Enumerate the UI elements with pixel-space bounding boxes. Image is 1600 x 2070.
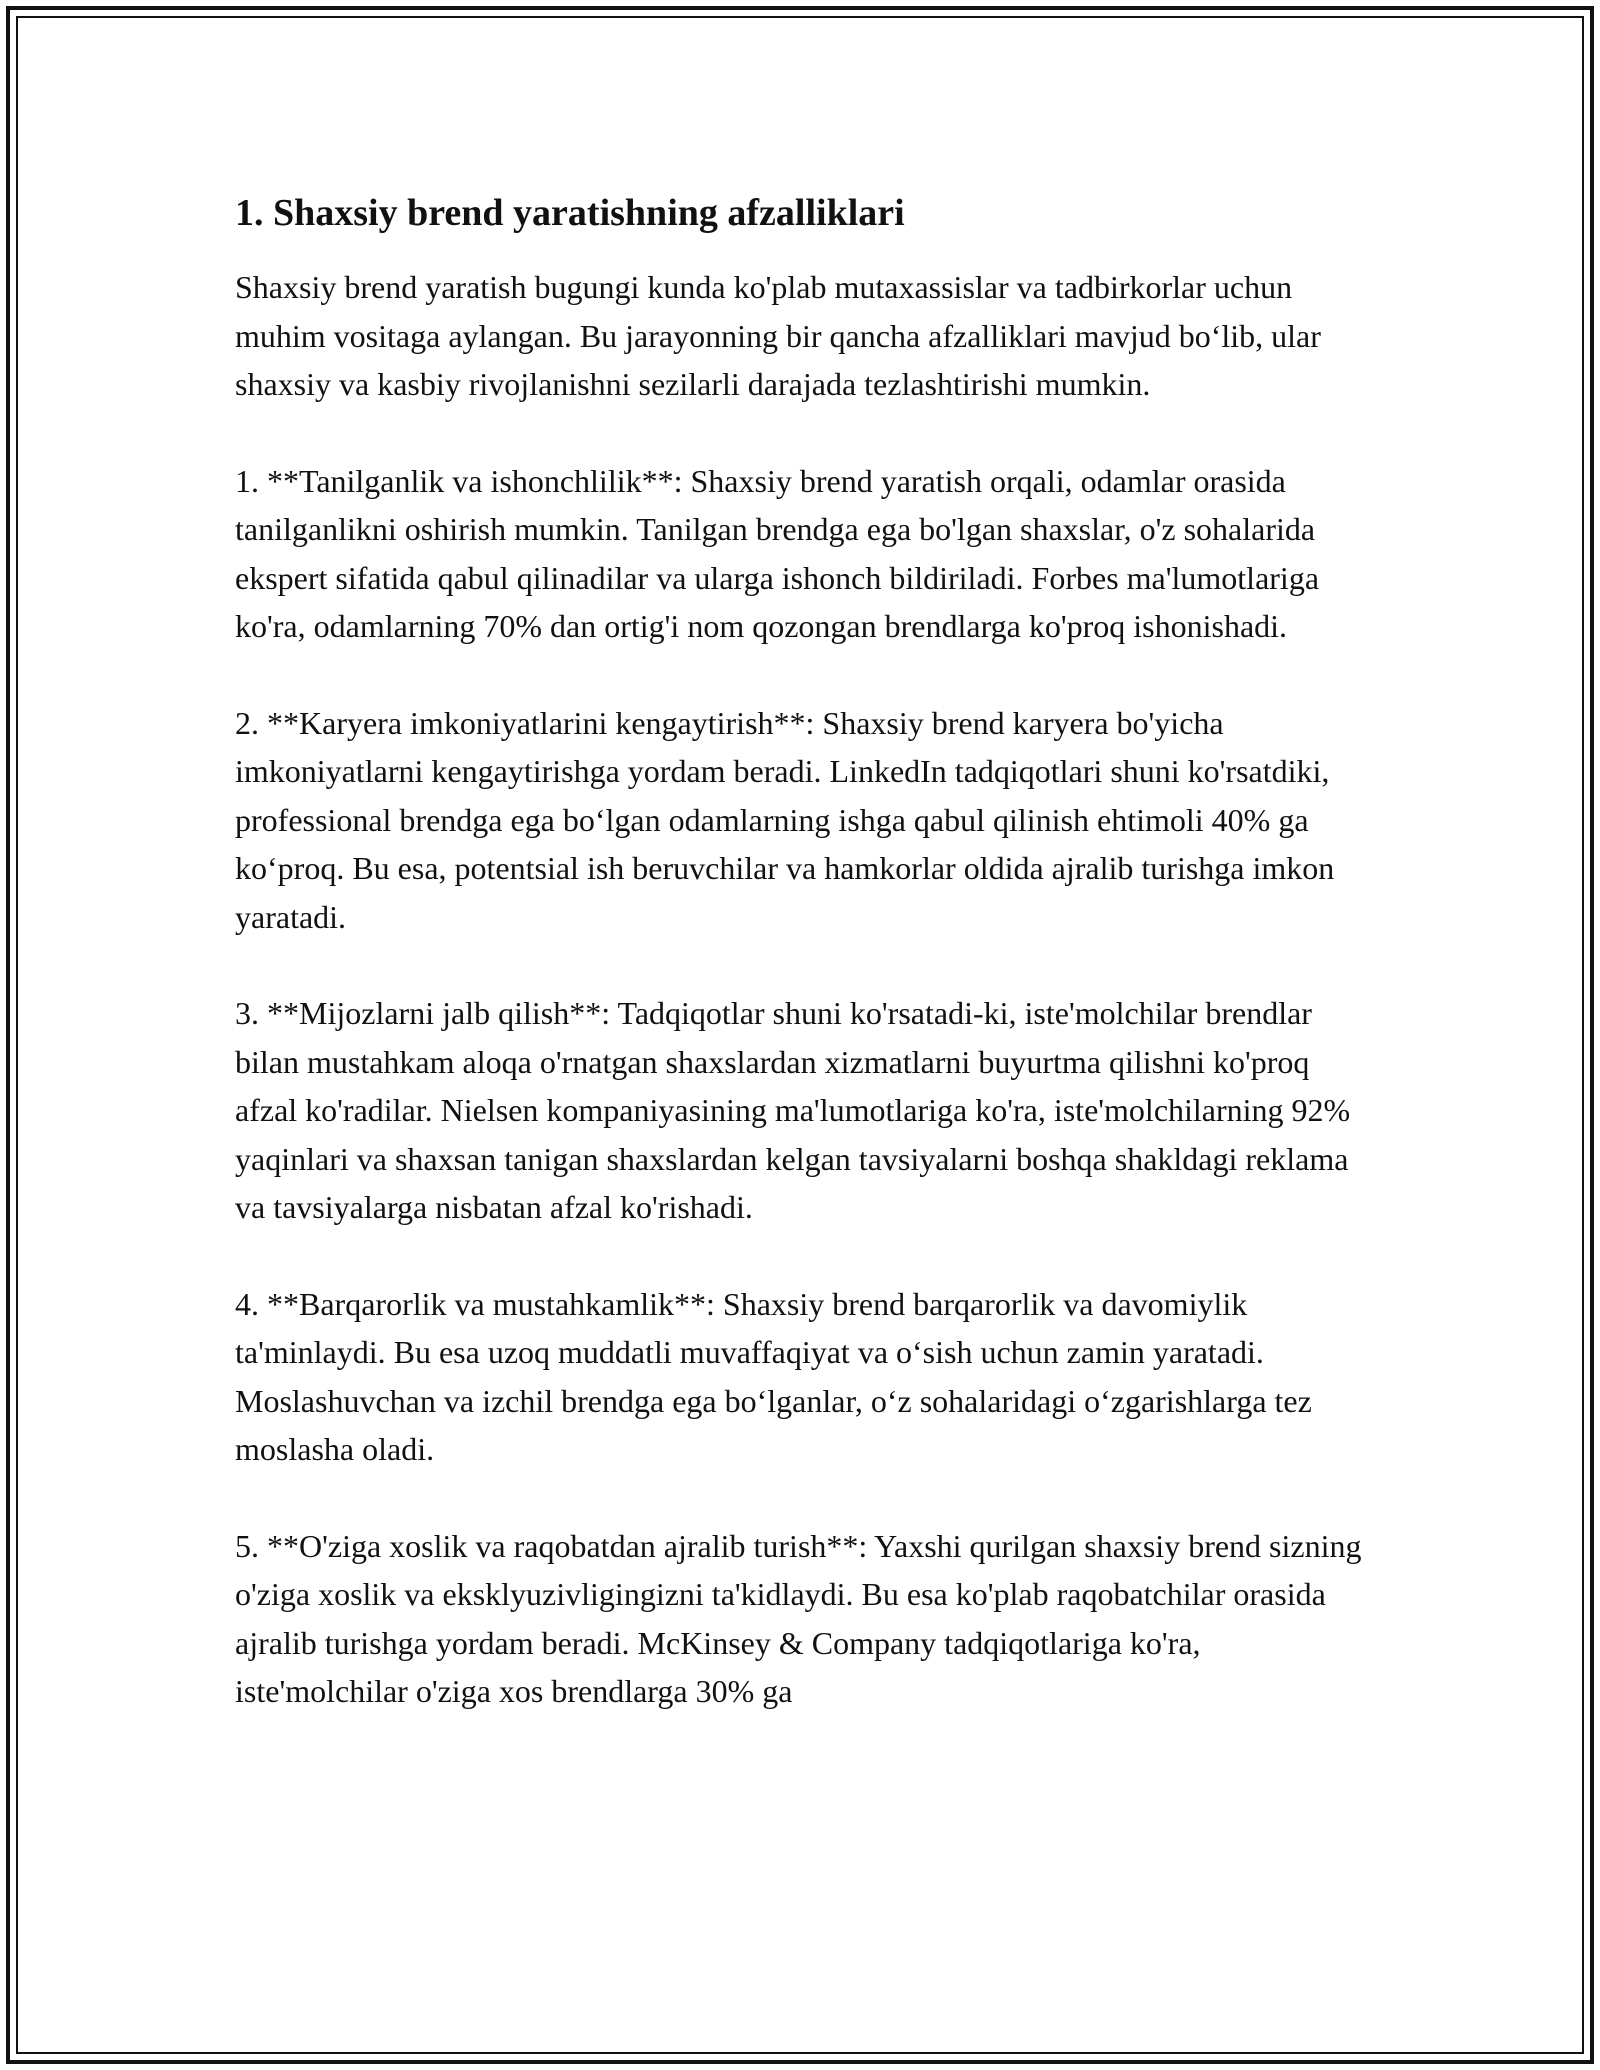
list-item-paragraph: 3. **Mijozlarni jalb qilish**: Tadqiqotlar shuni ko'rsatadi-ki, iste'molchilar brendlar bilan mustahkam aloqa o'rnatgan shaxslardan xizmatlarni buyurtma qilishni ko'proq afzal ko'radilar. Nielsen kompaniyasining ma'lumotlariga ko'ra, iste'molchilarning 92% yaqinlari va shaxsan tanigan shaxslardan kelgan tavsiyalarni boshqa shakldagi reklama va tavsiyalarga nisbatan afzal ko'rishadi. (235, 995, 1351, 1225)
list-item-paragraph: 2. **Karyera imkoniyatlarini kengaytirish**: Shaxsiy brend karyera bo'yicha imkoniyatlarni kengaytirishga yordam beradi. LinkedIn tadqiqotlari shuni ko'rsatdiki, professional brendga ega bo‘lgan odamlarning ishga qabul qilinish ehtimoli 40% ga ko‘proq. Bu esa, potentsial ish beruvchilar va hamkorlar oldida ajralib turishga imkon yaratadi. (235, 704, 1335, 935)
intro-paragraph: Shaxsiy brend yaratish bugungi kunda ko'plab mutaxassislar va tadbirkorlar uchun muhim vositaga aylangan. Bu jarayonning bir qancha afzalliklari mavjud bo‘lib, ular shaxsiy va kasbiy rivojlanishni sezilarli darajada tezlashtirishi mumkin. (235, 269, 1321, 402)
document-body (235, 188, 1370, 1764)
list-item-paragraph: 1. **Tanilganlik va ishonchlilik**: Shaxsiy brend yaratish orqali, odamlar orasida tanilganlikni oshirish mumkin. Tanilgan brendga ega bo'lgan shaxslar, o'z sohalarida ekspert sifatida qabul qilinadilar va ularga ishonch bildiriladi. Forbes ma'lumotlariga ko'ra, odamlarning 70% dan ortig'i nom qozongan brendlarga ko'proq ishonishadi. (235, 462, 1320, 644)
list-item-paragraph: 4. **Barqarorlik va mustahkamlik**: Shaxsiy brend barqarorlik va davomiylik ta'minlaydi. Bu esa uzoq muddatli muvaffaqiyat va o‘sish uchun zamin yaratadi. Moslashuvchan va izchil brendga ega bo‘lganlar, o‘z sohalaridagi o‘zgarishlarga tez moslasha oladi. (235, 1285, 1312, 1467)
list-item-paragraph: 5. **O'ziga xoslik va raqobatdan ajralib turish**: Yaxshi qurilgan shaxsiy brend sizning o'ziga xoslik va eksklyuzivligingizni ta'kidlaydi. Bu esa ko'plab raqobatchilar orasida ajralib turishga yordam beradi. McKinsey & Company tadqiqotlariga ko'ra, iste'molchilar o'ziga xos brendlarga 30% ga (235, 1527, 1362, 1709)
section-heading: 1. Shaxsiy brend yaratishning afzalliklari (235, 192, 905, 234)
